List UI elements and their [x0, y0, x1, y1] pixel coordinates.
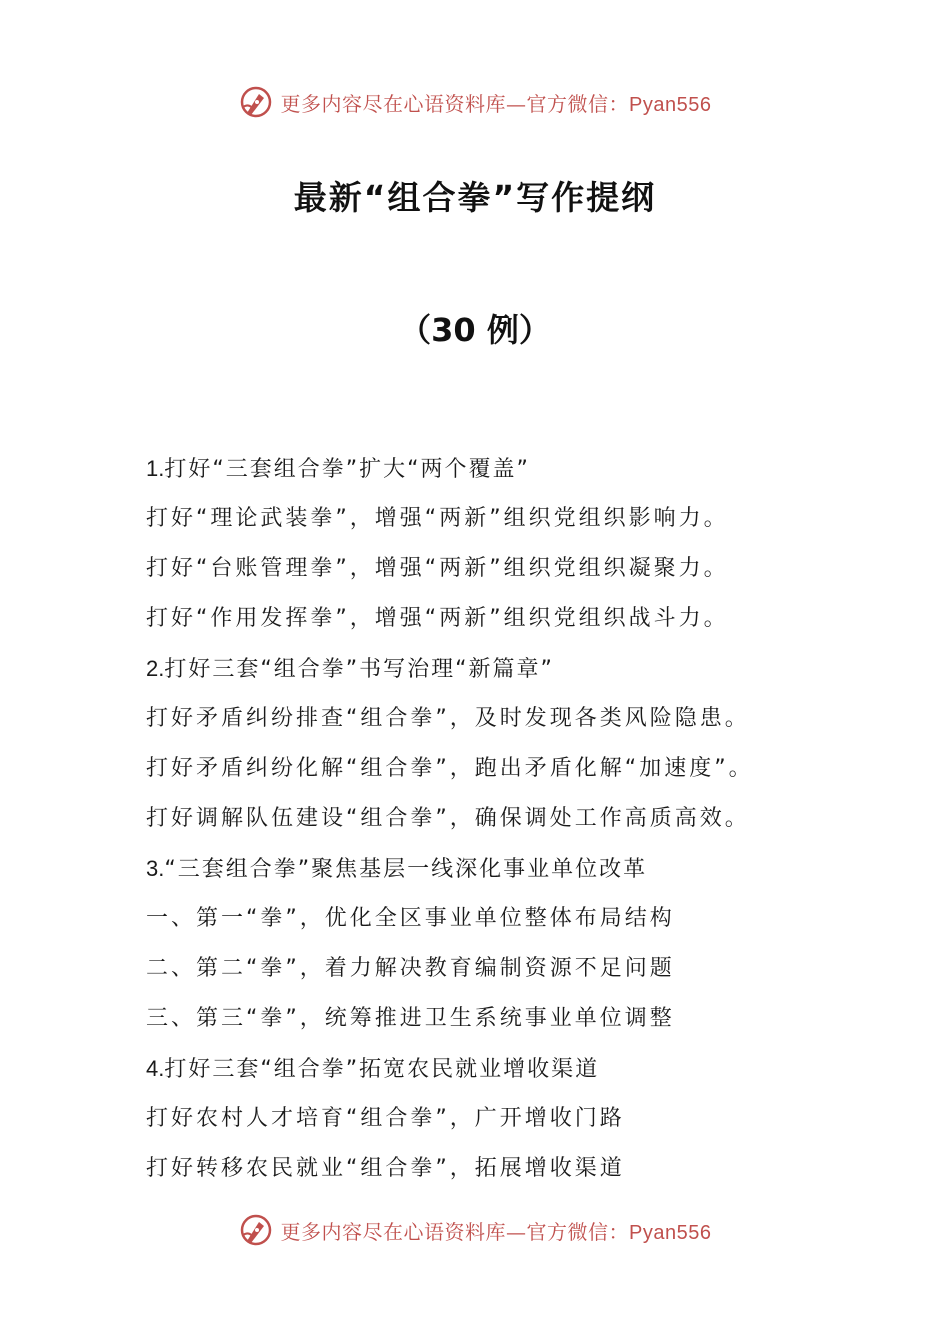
document-title: 最新“组合拳”写作提纲	[293, 178, 657, 217]
watermark-footer	[0, 1210, 950, 1250]
document-subtitle: （30 例）	[399, 311, 551, 349]
watermark-text	[281, 1216, 712, 1245]
body-line: 打好转移农民就业“组合拳”，拓展增收渠道	[146, 1156, 625, 1181]
watermark-wechat-id: Pyan556	[629, 93, 712, 116]
body-line: 打好农村人才培育“组合拳”，广开增收门路	[146, 1106, 625, 1131]
body-line: 打好“作用发挥拳”，增强“两新”组织党组织战斗力。	[146, 606, 729, 631]
section-heading: 4.打好三套“组合拳”拓宽农民就业增收渠道	[146, 1056, 600, 1082]
document-body	[146, 444, 826, 1194]
body-line: 二、第二“拳”，着力解决教育编制资源不足问题	[146, 956, 675, 981]
section-heading: 2.打好三套“组合拳”书写治理“新篇章”	[146, 656, 554, 682]
body-line: 三、第三“拳”，统筹推进卫生系统事业单位调整	[146, 1006, 675, 1031]
body-line: 打好“理论武装拳”，增强“两新”组织党组织影响力。	[146, 506, 729, 531]
watermark-text	[281, 88, 712, 117]
section-heading: 1.打好“三套组合拳”扩大“两个覆盖”	[146, 456, 530, 482]
watermark-header	[0, 82, 950, 122]
watermark-wechat-id: Pyan556	[629, 1221, 712, 1244]
pen-nib-circle-icon	[239, 85, 273, 119]
body-line: 打好调解队伍建设“组合拳”，确保调处工作高质高效。	[146, 806, 750, 831]
watermark-cn-text: 更多内容尽在心语资料库—官方微信：	[280, 91, 630, 116]
pen-nib-circle-icon	[239, 1213, 273, 1247]
watermark-cn-text: 更多内容尽在心语资料库—官方微信：	[280, 1219, 630, 1244]
body-line: 一、第一“拳”，优化全区事业单位整体布局结构	[146, 906, 675, 931]
body-line: 打好“台账管理拳”，增强“两新”组织党组织凝聚力。	[146, 556, 729, 581]
section-heading: 3.“三套组合拳”聚焦基层一线深化事业单位改革	[146, 856, 648, 882]
body-line: 打好矛盾纠纷排查“组合拳”，及时发现各类风险隐患。	[146, 706, 750, 731]
body-line: 打好矛盾纠纷化解“组合拳”，跑出矛盾化解“加速度”。	[146, 756, 754, 781]
